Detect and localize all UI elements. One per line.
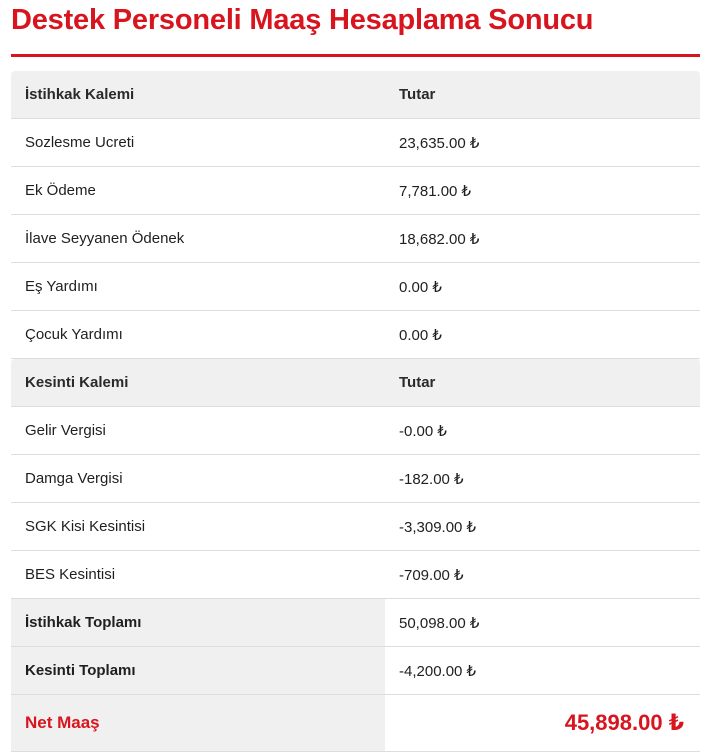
earnings-amount: 0.00 ₺ [385,263,700,311]
earnings-row [11,215,700,263]
earnings-row [11,167,700,215]
deductions-amount: -182.00 ₺ [385,455,700,503]
earnings-amount: 23,635.00 ₺ [385,119,700,167]
deductions-item: SGK Kisi Kesintisi [11,503,385,551]
deductions-amount: -709.00 ₺ [385,551,700,599]
deductions-row [11,503,700,551]
salary-table [11,71,700,752]
deductions-amount: -0.00 ₺ [385,407,700,455]
earnings-amount: 0.00 ₺ [385,311,700,359]
deductions-total-value: -4,200.00 ₺ [385,647,700,695]
earnings-total-value: 50,098.00 ₺ [385,599,700,647]
deductions-total-row [11,647,700,695]
earnings-row [11,263,700,311]
net-salary-label: Net Maaş [11,695,385,752]
earnings-header-row [11,71,700,119]
deductions-row [11,455,700,503]
earnings-total-label: İstihkak Toplamı [11,599,385,647]
earnings-amount: 18,682.00 ₺ [385,215,700,263]
deductions-item: Gelir Vergisi [11,407,385,455]
earnings-row [11,311,700,359]
deductions-amount: -3,309.00 ₺ [385,503,700,551]
earnings-item: Sozlesme Ucreti [11,119,385,167]
net-salary-row [11,695,700,752]
earnings-amount-header: Tutar [385,71,700,119]
earnings-item-header: İstihkak Kalemi [11,71,385,119]
deductions-item-header: Kesinti Kalemi [11,359,385,407]
deductions-row [11,551,700,599]
page-title: Destek Personeli Maaş Hesaplama Sonucu [11,4,594,36]
earnings-item: Eş Yardımı [11,263,385,311]
deductions-item: Damga Vergisi [11,455,385,503]
earnings-item: İlave Seyyanen Ödenek [11,215,385,263]
net-salary-value: 45,898.00 ₺ [385,695,700,752]
deductions-item: BES Kesintisi [11,551,385,599]
deductions-amount-header: Tutar [385,359,700,407]
earnings-row [11,119,700,167]
earnings-total-row [11,599,700,647]
title-divider [11,54,700,57]
earnings-item: Ek Ödeme [11,167,385,215]
deductions-row [11,407,700,455]
earnings-item: Çocuk Yardımı [11,311,385,359]
earnings-amount: 7,781.00 ₺ [385,167,700,215]
deductions-header-row [11,359,700,407]
deductions-total-label: Kesinti Toplamı [11,647,385,695]
